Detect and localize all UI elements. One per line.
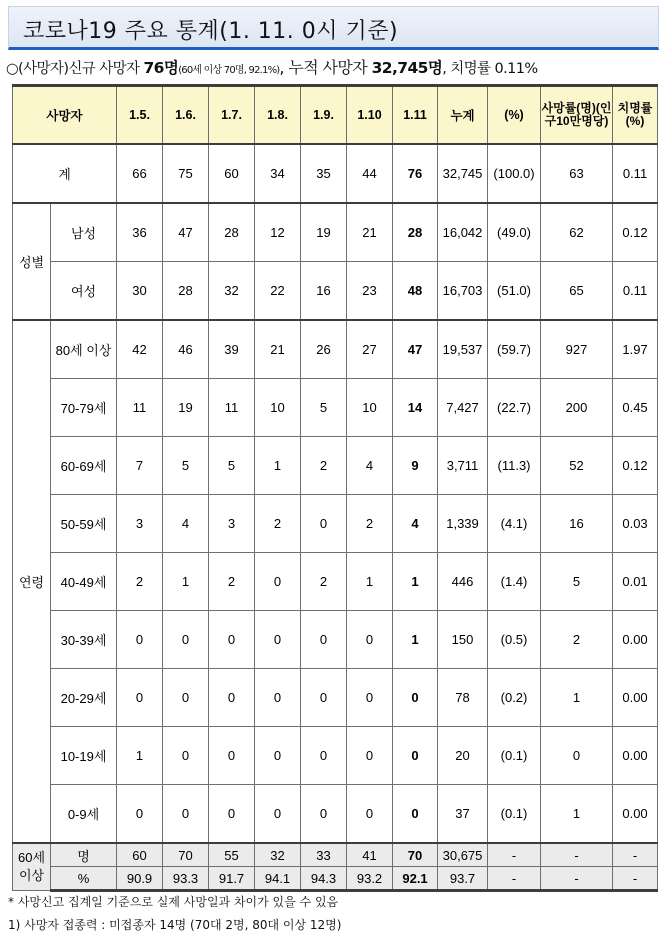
- data-cell: 47: [393, 320, 438, 379]
- data-cell: (49.0): [488, 203, 541, 262]
- data-cell: 0: [393, 785, 438, 844]
- header-cell: 1.8.: [255, 86, 301, 145]
- data-cell: 446: [438, 553, 488, 611]
- group-label-60plus: [13, 843, 51, 891]
- data-cell: 22: [255, 262, 301, 321]
- data-cell: 63: [541, 144, 613, 203]
- summary-line: [6, 55, 666, 78]
- table-row: [13, 785, 658, 844]
- data-cell: 1: [163, 553, 209, 611]
- data-cell: 9: [393, 437, 438, 495]
- data-cell: 0: [301, 785, 347, 844]
- data-cell: 0: [301, 727, 347, 785]
- data-cell: 0.11: [613, 262, 658, 321]
- data-cell: 1: [347, 553, 393, 611]
- data-cell: 4: [393, 495, 438, 553]
- data-cell: 7: [117, 437, 163, 495]
- new-deaths: 76명: [143, 59, 179, 77]
- table-row: [13, 203, 658, 262]
- footnote: 1) 사망자 접종력 : 미접종자 14명 (70대 2명, 80대 이상 12명): [8, 918, 342, 932]
- data-cell: 93.7: [438, 867, 488, 891]
- data-cell: 39: [209, 320, 255, 379]
- data-cell: 21: [255, 320, 301, 379]
- header-cell: 누계: [438, 86, 488, 145]
- data-cell: 4: [347, 437, 393, 495]
- data-cell: 0: [163, 727, 209, 785]
- data-cell: 0: [301, 669, 347, 727]
- row-label: 30-39세: [51, 611, 117, 669]
- data-cell: (59.7): [488, 320, 541, 379]
- table-row: [13, 611, 658, 669]
- data-cell: 78: [438, 669, 488, 727]
- data-cell: 33: [301, 843, 347, 867]
- data-cell: 65: [541, 262, 613, 321]
- data-cell: 90.9: [117, 867, 163, 891]
- data-cell: (0.1): [488, 727, 541, 785]
- data-cell: 92.1: [393, 867, 438, 891]
- data-cell: 2: [117, 553, 163, 611]
- data-cell: 1: [393, 553, 438, 611]
- data-cell: 0.45: [613, 379, 658, 437]
- data-cell: 0.00: [613, 611, 658, 669]
- data-cell: 35: [301, 144, 347, 203]
- row-label: 20-29세: [51, 669, 117, 727]
- data-cell: 0.00: [613, 727, 658, 785]
- data-cell: 48: [393, 262, 438, 321]
- data-cell: 70: [163, 843, 209, 867]
- data-cell: 42: [117, 320, 163, 379]
- data-cell: 0.03: [613, 495, 658, 553]
- cumulative-deaths: 32,745명: [371, 59, 443, 77]
- data-cell: 0.00: [613, 669, 658, 727]
- data-cell: 1: [117, 727, 163, 785]
- data-cell: 19,537: [438, 320, 488, 379]
- data-cell: (51.0): [488, 262, 541, 321]
- data-cell: 11: [117, 379, 163, 437]
- data-cell: 2: [541, 611, 613, 669]
- data-cell: 16: [301, 262, 347, 321]
- row-label: 계: [13, 144, 117, 203]
- data-cell: (100.0): [488, 144, 541, 203]
- data-cell: 76: [393, 144, 438, 203]
- data-cell: 1: [393, 611, 438, 669]
- table-row: [13, 553, 658, 611]
- header-cell: 1.6.: [163, 86, 209, 145]
- data-cell: 30,675: [438, 843, 488, 867]
- data-cell: 0: [209, 785, 255, 844]
- data-cell: 2: [209, 553, 255, 611]
- data-cell: 30: [117, 262, 163, 321]
- data-cell: 10: [347, 379, 393, 437]
- header-cell: 1.9.: [301, 86, 347, 145]
- data-cell: (0.1): [488, 785, 541, 844]
- data-cell: 46: [163, 320, 209, 379]
- data-cell: 0: [163, 611, 209, 669]
- summary-note: (60세 이상 70명, 92.1%): [178, 65, 280, 76]
- data-cell: 28: [393, 203, 438, 262]
- data-cell: 52: [541, 437, 613, 495]
- table-row: [13, 437, 658, 495]
- data-cell: 200: [541, 379, 613, 437]
- data-cell: 47: [163, 203, 209, 262]
- data-cell: 1.97: [613, 320, 658, 379]
- data-cell: 70: [393, 843, 438, 867]
- data-cell: -: [541, 867, 613, 891]
- table-row: [13, 144, 658, 203]
- data-cell: 94.3: [301, 867, 347, 891]
- title-bar: [8, 6, 659, 50]
- data-cell: (11.3): [488, 437, 541, 495]
- data-cell: 0: [393, 669, 438, 727]
- row-label: 50-59세: [51, 495, 117, 553]
- data-cell: 62: [541, 203, 613, 262]
- data-cell: 0: [117, 669, 163, 727]
- data-cell: 2: [301, 553, 347, 611]
- deaths-table: [12, 84, 658, 892]
- header-row: [13, 86, 658, 145]
- data-cell: (22.7): [488, 379, 541, 437]
- row-label: 60-69세: [51, 437, 117, 495]
- data-cell: 2: [347, 495, 393, 553]
- data-cell: (1.4): [488, 553, 541, 611]
- data-cell: 28: [163, 262, 209, 321]
- data-cell: 0: [117, 785, 163, 844]
- data-cell: 60: [209, 144, 255, 203]
- data-cell: 16: [541, 495, 613, 553]
- table-row: [13, 262, 658, 321]
- table-row: [13, 669, 658, 727]
- header-cell: 1.10: [347, 86, 393, 145]
- data-cell: 91.7: [209, 867, 255, 891]
- data-cell: 26: [301, 320, 347, 379]
- data-cell: 14: [393, 379, 438, 437]
- data-cell: 32: [209, 262, 255, 321]
- data-cell: 0: [393, 727, 438, 785]
- data-cell: (0.2): [488, 669, 541, 727]
- data-cell: 0: [163, 785, 209, 844]
- row-label: 10-19세: [51, 727, 117, 785]
- data-cell: 20: [438, 727, 488, 785]
- data-cell: 19: [163, 379, 209, 437]
- data-cell: 0: [301, 495, 347, 553]
- row-label: 남성: [51, 203, 117, 262]
- data-cell: 0: [255, 785, 301, 844]
- row-label: 여성: [51, 262, 117, 321]
- data-cell: 0: [541, 727, 613, 785]
- data-cell: 93.2: [347, 867, 393, 891]
- data-cell: 0: [209, 727, 255, 785]
- data-cell: 2: [301, 437, 347, 495]
- data-cell: 5: [163, 437, 209, 495]
- data-cell: 5: [301, 379, 347, 437]
- data-cell: 0: [347, 785, 393, 844]
- data-cell: 28: [209, 203, 255, 262]
- row-label: 70-79세: [51, 379, 117, 437]
- data-cell: 927: [541, 320, 613, 379]
- data-cell: 66: [117, 144, 163, 203]
- data-cell: 0: [255, 611, 301, 669]
- data-cell: 60: [117, 843, 163, 867]
- summary-text: ○(사망자)신규 사망자: [6, 61, 144, 77]
- group-label-age: 연령: [13, 320, 51, 843]
- data-cell: 12: [255, 203, 301, 262]
- fatality-rate: 0.11%: [494, 61, 538, 77]
- data-cell: (4.1): [488, 495, 541, 553]
- data-cell: 16,703: [438, 262, 488, 321]
- table-row: [13, 320, 658, 379]
- data-cell: 94.1: [255, 867, 301, 891]
- data-cell: 3,711: [438, 437, 488, 495]
- data-cell: 7,427: [438, 379, 488, 437]
- table-row: [13, 727, 658, 785]
- data-cell: -: [541, 843, 613, 867]
- data-cell: 10: [255, 379, 301, 437]
- data-cell: 36: [117, 203, 163, 262]
- data-cell: 32,745: [438, 144, 488, 203]
- data-cell: 0: [209, 669, 255, 727]
- data-cell: 3: [117, 495, 163, 553]
- data-cell: 0.12: [613, 203, 658, 262]
- data-cell: 34: [255, 144, 301, 203]
- data-cell: 0: [209, 611, 255, 669]
- data-cell: 0: [163, 669, 209, 727]
- header-cell: 1.11: [393, 86, 438, 145]
- data-cell: 0.12: [613, 437, 658, 495]
- data-cell: 5: [209, 437, 255, 495]
- data-cell: 0: [347, 727, 393, 785]
- data-cell: (0.5): [488, 611, 541, 669]
- data-cell: 0: [301, 611, 347, 669]
- header-cell: 사망률(명)(인구10만명당): [541, 86, 613, 145]
- table-row: [13, 495, 658, 553]
- data-cell: 0: [347, 669, 393, 727]
- data-cell: 0.00: [613, 785, 658, 844]
- data-cell: 4: [163, 495, 209, 553]
- data-cell: 75: [163, 144, 209, 203]
- group-label-line: 이상: [18, 868, 45, 883]
- data-cell: 37: [438, 785, 488, 844]
- group-label-sex: 성별: [13, 203, 51, 320]
- table-row: [13, 867, 658, 891]
- data-cell: 44: [347, 144, 393, 203]
- data-cell: 0.11: [613, 144, 658, 203]
- data-cell: 5: [541, 553, 613, 611]
- row-label: 명: [51, 843, 117, 867]
- data-cell: 32: [255, 843, 301, 867]
- data-cell: -: [613, 843, 658, 867]
- table-row: [13, 379, 658, 437]
- data-cell: 21: [347, 203, 393, 262]
- header-cell: 1.5.: [117, 86, 163, 145]
- data-cell: 0: [347, 611, 393, 669]
- row-label: 80세 이상: [51, 320, 117, 379]
- data-cell: 93.3: [163, 867, 209, 891]
- data-cell: 1,339: [438, 495, 488, 553]
- data-cell: 0: [255, 727, 301, 785]
- data-cell: 3: [209, 495, 255, 553]
- header-cell: 1.7.: [209, 86, 255, 145]
- header-cell: (%): [488, 86, 541, 145]
- data-cell: 55: [209, 843, 255, 867]
- table-row: [13, 843, 658, 867]
- summary-text: , 치명률: [442, 61, 495, 77]
- data-cell: 41: [347, 843, 393, 867]
- data-cell: 2: [255, 495, 301, 553]
- data-cell: 19: [301, 203, 347, 262]
- header-cell: 사망자: [13, 86, 117, 145]
- data-cell: 0: [117, 611, 163, 669]
- data-cell: -: [488, 867, 541, 891]
- page-title: 코로나19 주요 통계(1. 11. 0시 기준): [23, 19, 399, 44]
- data-cell: 150: [438, 611, 488, 669]
- data-cell: 1: [541, 785, 613, 844]
- data-cell: 0: [255, 669, 301, 727]
- data-cell: 0.01: [613, 553, 658, 611]
- header-cell: 치명률(%): [613, 86, 658, 145]
- group-label-line: 60세: [17, 850, 46, 865]
- footnote: * 사망신고 집계일 기준으로 실제 사망일과 차이가 있을 수 있음: [8, 895, 339, 909]
- row-label: 0-9세: [51, 785, 117, 844]
- data-cell: 23: [347, 262, 393, 321]
- summary-text: , 누적 사망자: [279, 58, 372, 77]
- data-cell: 0: [255, 553, 301, 611]
- data-cell: 1: [255, 437, 301, 495]
- row-label: %: [51, 867, 117, 891]
- data-cell: 27: [347, 320, 393, 379]
- data-cell: 16,042: [438, 203, 488, 262]
- data-cell: -: [613, 867, 658, 891]
- data-cell: 1: [541, 669, 613, 727]
- row-label: 40-49세: [51, 553, 117, 611]
- data-cell: 11: [209, 379, 255, 437]
- data-cell: -: [488, 843, 541, 867]
